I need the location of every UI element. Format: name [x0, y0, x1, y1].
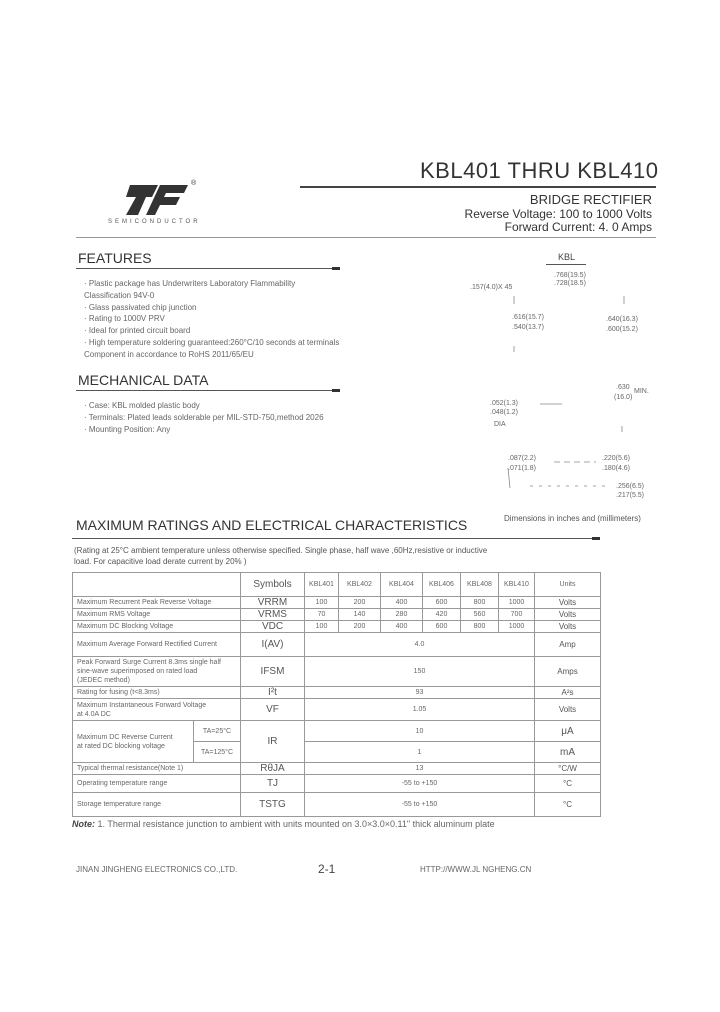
mechanical-heading: MECHANICAL DATA	[78, 372, 209, 388]
param-symbol: I(AV)	[241, 633, 305, 657]
param-symbol: VRRM	[241, 597, 305, 609]
param-label: Typical thermal resistance(Note 1)	[73, 763, 241, 775]
header-divider	[76, 237, 656, 238]
param-unit: Amp	[535, 633, 601, 657]
param-unit: °C/W	[535, 763, 601, 775]
mechanical-rule	[76, 390, 332, 391]
table-cell: 800	[461, 621, 499, 633]
dim-label: .048(1.2)	[490, 409, 519, 416]
dim-label: .180(4.6)	[602, 465, 631, 472]
table-cell: 560	[461, 609, 499, 621]
table-header-cell: KBL404	[381, 573, 423, 597]
reverse-voltage-spec: Reverse Voltage: 100 to 1000 Volts	[464, 207, 652, 221]
table-row	[73, 699, 601, 721]
list-item: · Rating to 1000V PRV	[84, 314, 165, 324]
dim-label: .616(15.7)	[512, 314, 544, 321]
note-label: Note:	[72, 819, 95, 829]
param-unit: mA	[535, 742, 601, 763]
thermal-note	[72, 819, 495, 829]
dim-label: MIN.	[634, 388, 649, 395]
dim-label: .052(1.3)	[490, 400, 519, 407]
ir-condition: TA=25°C	[194, 721, 240, 742]
table-header-cell: KBL401	[305, 573, 339, 597]
ir-condition-column	[193, 721, 240, 762]
param-unit: °C	[535, 793, 601, 817]
param-label: Maximum Recurrent Peak Reverse Voltage	[73, 597, 241, 609]
table-cell: 100	[305, 597, 339, 609]
param-label: Maximum Average Forward Rectified Current	[73, 633, 241, 657]
table-row	[73, 793, 601, 817]
param-label-line: at 4.0A DC	[77, 710, 111, 718]
package-label-underline	[546, 264, 586, 265]
dimensions-note: Dimensions in inches and (millimeters)	[504, 514, 641, 523]
param-symbol: RθJA	[241, 763, 305, 775]
param-label: Storage temperature range	[73, 793, 241, 817]
table-header-cell: KBL402	[339, 573, 381, 597]
param-label: Rating for fusing (t<8.3ms)	[73, 687, 241, 699]
registered-mark: ®	[191, 180, 197, 187]
param-symbol: IFSM	[241, 657, 305, 687]
table-cell: 280	[381, 609, 423, 621]
table-cell: 1000	[499, 597, 535, 609]
title-divider	[300, 186, 656, 188]
dim-label: .540(13.7)	[512, 324, 544, 331]
page-title: KBL401 THRU KBL410	[420, 158, 659, 183]
dim-label: .071(1.8)	[508, 465, 537, 472]
table-row	[73, 763, 601, 775]
package-outline-drawing	[500, 290, 640, 500]
table-row	[73, 609, 601, 621]
ratings-rule-tab	[592, 537, 600, 540]
mechanical-rule-tab	[332, 389, 340, 392]
table-cell: 4.0	[305, 633, 535, 657]
table-cell: 200	[339, 597, 381, 609]
param-label: Maximum RMS Voltage	[73, 609, 241, 621]
table-header-cell: Symbols	[241, 573, 305, 597]
dim-label: (16.0)	[614, 394, 633, 401]
package-label: KBL	[558, 252, 576, 262]
table-row	[73, 775, 601, 793]
ir-label-text	[77, 733, 193, 751]
table-header-cell: KBL406	[423, 573, 461, 597]
forward-current-spec: Forward Current: 4. 0 Amps	[504, 220, 652, 234]
dim-label: .157(4.0)X 45	[470, 284, 513, 291]
table-cell: 420	[423, 609, 461, 621]
param-unit: °C	[535, 775, 601, 793]
table-cell: 140	[339, 609, 381, 621]
param-symbol: TSTG	[241, 793, 305, 817]
param-symbol: VDC	[241, 621, 305, 633]
param-label-line: Maximum Instantaneous Forward Voltage	[77, 701, 207, 709]
table-cell: 700	[499, 609, 535, 621]
table-cell: 1000	[499, 621, 535, 633]
list-item: · Mounting Position: Any	[84, 424, 171, 434]
dimension-line	[508, 468, 510, 488]
param-label-line: (JEDEC method)	[77, 677, 130, 684]
table-cell: -55 to +150	[305, 793, 535, 817]
param-unit: Amps	[535, 657, 601, 687]
ir-label-wrap	[77, 721, 240, 762]
table-cell: 70	[305, 609, 339, 621]
table-row	[73, 721, 601, 742]
table-header-cell: KBL410	[499, 573, 535, 597]
features-heading: FEATURES	[78, 250, 152, 266]
param-unit: μA	[535, 721, 601, 742]
list-item: · Glass passivated chip junction	[84, 302, 197, 312]
dim-label: .728(18.5)	[554, 280, 586, 287]
table-cell: 93	[305, 687, 535, 699]
ratings-note-line: (Rating at 25°C ambient temperature unless otherwise specified. Single phase, half wave ,60Hz,resistive or inductive	[74, 546, 488, 555]
list-item: · Terminals: Plated leads solderable per MIL-STD-750,method 2026	[84, 412, 324, 422]
features-list	[84, 278, 384, 361]
note-text: 1. Thermal resistance junction to ambient with units mounted on 3.0×3.0×0.11" thick aluminum plate	[97, 819, 495, 829]
product-type: BRIDGE RECTIFIER	[529, 192, 652, 207]
param-unit: Volts	[535, 609, 601, 621]
dim-label: DIA	[494, 421, 506, 428]
ratings-note-line: load. For capacitive load derate current by 20% )	[74, 557, 247, 566]
table-cell: 1	[305, 742, 535, 763]
param-symbol: TJ	[241, 775, 305, 793]
logo-subtitle: SEMICONDUCTOR	[108, 219, 201, 225]
list-item: · Case: KBL molded plastic body	[84, 401, 200, 410]
table-row	[73, 621, 601, 633]
param-label-line: Maximum DC Reverse Current	[77, 733, 173, 741]
table-cell: 800	[461, 597, 499, 609]
table-cell: 1.05	[305, 699, 535, 721]
table-cell: 10	[305, 721, 535, 742]
table-header-row	[73, 573, 601, 597]
dim-label: .768(19.5)	[554, 272, 586, 279]
param-label: Maximum DC Blocking Voltage	[73, 621, 241, 633]
param-label	[73, 657, 241, 687]
ratings-table	[72, 572, 601, 817]
table-row	[73, 633, 601, 657]
table-cell: 13	[305, 763, 535, 775]
table-row	[73, 597, 601, 609]
param-unit: Volts	[535, 597, 601, 609]
features-rule	[76, 268, 332, 269]
footer-company: JINAN JINGHENG ELECTRONICS CO.,LTD.	[76, 865, 238, 874]
param-unit: A²s	[535, 687, 601, 699]
param-symbol: IR	[241, 721, 305, 763]
dim-label: .087(2.2)	[508, 455, 537, 462]
param-symbol: VF	[241, 699, 305, 721]
list-item: · High temperature soldering guaranteed:260°C/10 seconds at terminals	[84, 337, 340, 347]
table-header-cell	[73, 573, 241, 597]
table-cell: 100	[305, 621, 339, 633]
param-symbol: I²t	[241, 687, 305, 699]
param-symbol: VRMS	[241, 609, 305, 621]
param-label-line: sine-wave superimposed on rated load	[77, 668, 198, 675]
table-header-cell: KBL408	[461, 573, 499, 597]
table-cell: 200	[339, 621, 381, 633]
dim-label: .220(5.6)	[602, 455, 631, 462]
param-label	[73, 721, 241, 763]
table-cell: 600	[423, 621, 461, 633]
param-label-line: Peak Forward Surge Current 8.3ms single half	[77, 659, 221, 666]
ratings-conditions-note	[74, 545, 594, 567]
param-label	[73, 699, 241, 721]
table-cell: 150	[305, 657, 535, 687]
table-cell: 400	[381, 597, 423, 609]
list-item: Component in accordance to RoHS 2011/65/EU	[84, 349, 254, 359]
ratings-rule	[72, 538, 592, 539]
param-unit: Volts	[535, 699, 601, 721]
features-rule-tab	[332, 267, 340, 270]
ratings-heading: MAXIMUM RATINGS AND ELECTRICAL CHARACTERISTICS	[76, 517, 468, 533]
table-header-cell: Units	[535, 573, 601, 597]
table-row	[73, 657, 601, 687]
mechanical-list	[84, 400, 384, 435]
page-number: 2-1	[318, 862, 336, 876]
dim-label: .630	[616, 384, 630, 391]
list-item: Classification 94V-0	[84, 290, 155, 300]
list-item: · Ideal for printed circuit board	[84, 326, 191, 336]
table-cell: 400	[381, 621, 423, 633]
param-label: Operating temperature range	[73, 775, 241, 793]
table-row	[73, 687, 601, 699]
table-cell: 600	[423, 597, 461, 609]
footer-url: HTTP://WWW.JL NGHENG.CN	[420, 865, 532, 874]
list-item: · Plastic package has Underwriters Laboratory Flammability	[84, 279, 296, 288]
dim-label: .217(5.5)	[616, 492, 645, 499]
dim-label: .600(15.2)	[606, 326, 638, 333]
dim-label: .640(16.3)	[606, 316, 638, 323]
param-label-line: at rated DC blocking voltage	[77, 742, 165, 750]
table-cell: -55 to +150	[305, 775, 535, 793]
param-unit: Volts	[535, 621, 601, 633]
dim-label: .256(6.5)	[616, 483, 645, 490]
ir-condition: TA=125°C	[200, 748, 234, 756]
